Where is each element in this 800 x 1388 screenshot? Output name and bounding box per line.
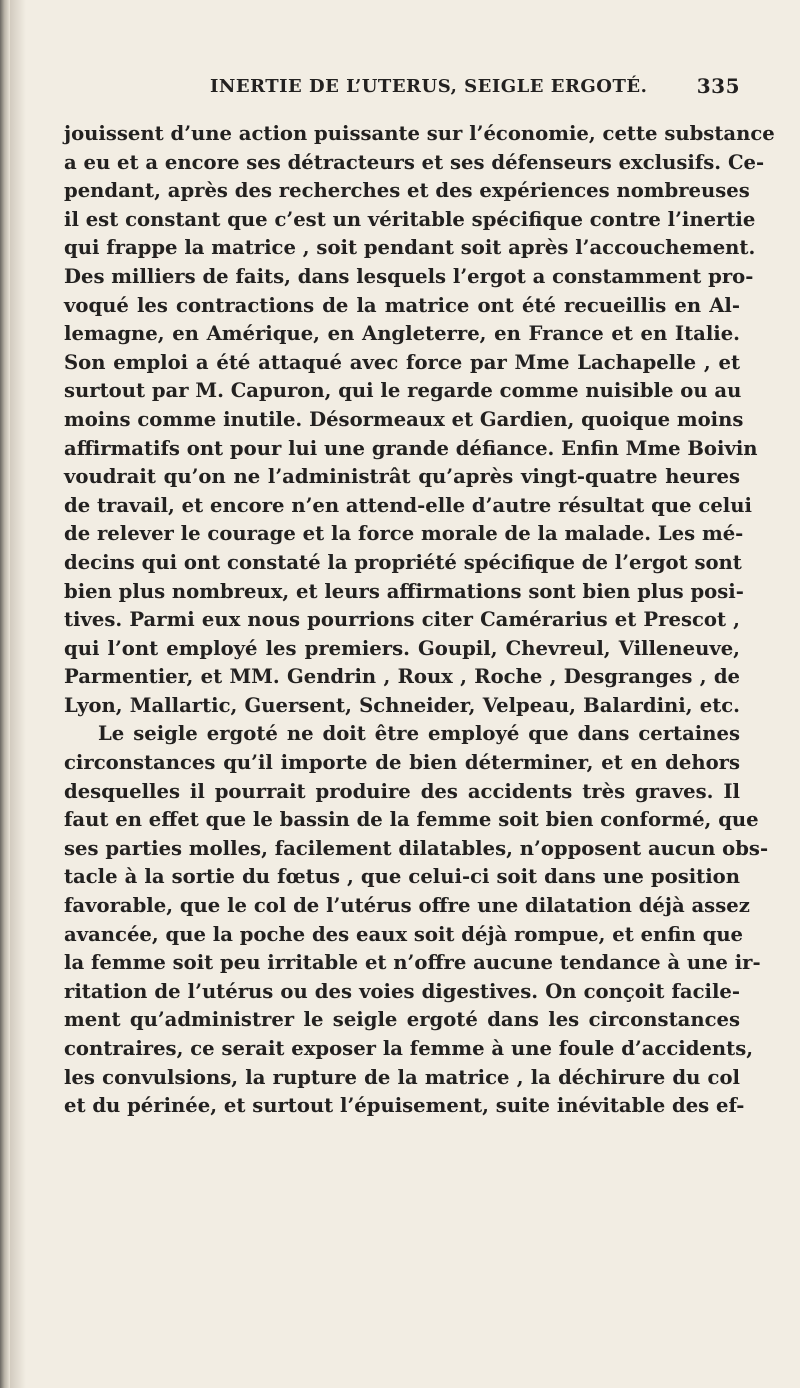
text-line: et du périnée, et surtout l’épuisement, suite inévitable des ef- [64, 1094, 745, 1118]
text-line: avancée, que la poche des eaux soit déjà rompue, et enfin que [64, 922, 744, 946]
page-number: 335 [696, 74, 740, 98]
gutter-shadow [10, 0, 26, 1388]
text-line: favorable, que le col de l’utérus offre une dilatation déjà assez [64, 894, 750, 918]
body-text [64, 120, 775, 1121]
text-line: moins comme inutile. Désormeaux et Gardien, quoique moins [64, 407, 744, 431]
text-line: bien plus nombreux, et leurs affirmations sont bien plus posi- [64, 579, 744, 603]
text-line: de travail, et encore n’en attend-elle d’autre résultat que celui [64, 493, 752, 517]
text-line: de relever le courage et la force morale de la malade. Les mé- [64, 522, 744, 546]
paragraph [64, 720, 769, 1120]
text-line: ses parties molles, facilement dilatables, n’opposent aucun obs- [64, 836, 769, 860]
text-line: faut en effet que le bassin de la femme soit bien conformé, que [64, 808, 759, 832]
text-line: voqué les contractions de la matrice ont été recueillis en Al- [64, 293, 740, 317]
text-line: affirmatifs ont pour lui une grande défiance. Enfin Mme Boivin [64, 436, 758, 460]
text-line: tacle à la sortie du fœtus , que celui-ci soit dans une position [64, 865, 740, 889]
text-line: voudrait qu’on ne l’administrât qu’après vingt-quatre heures [64, 465, 740, 489]
text-line: ritation de l’utérus ou des voies digestives. On conçoit facile- [64, 979, 740, 1003]
book-binding-edge [0, 0, 10, 1388]
running-title: INERTIE DE L’UTERUS, SEIGLE ERGOTÉ. [210, 76, 648, 97]
text-line: decins qui ont constaté la propriété spécifique de l’ergot sont [64, 550, 742, 574]
text-line: Lyon, Mallartic, Guersent, Schneider, Velpeau, Balardini, etc. [64, 693, 740, 717]
text-line: qui frappe la matrice , soit pendant soit après l’accouchement. [64, 236, 756, 260]
text-line: surtout par M. Capuron, qui le regarde comme nuisible ou au [64, 379, 742, 403]
text-line: contraires, ce serait exposer la femme à une foule d’accidents, [64, 1037, 754, 1060]
paragraph [64, 120, 775, 720]
text-line: Parmentier, et MM. Gendrin , Roux , Roche , Desgranges , de [64, 665, 740, 689]
text-line: qui l’ont employé les premiers. Goupil, Chevreul, Villeneuve, [64, 636, 740, 660]
text-line: il est constant que c’est un véritable spécifique contre l’inertie [64, 207, 756, 231]
text-line: Le seigle ergoté ne doit être employé que dans certaines [98, 722, 740, 746]
text-line: tives. Parmi eux nous pourrions citer Camérarius et Prescot , [64, 608, 740, 632]
text-line: jouissent d’une action puissante sur l’économie, cette substance [64, 122, 775, 145]
text-line: ment qu’administrer le seigle ergoté dans les circonstances [64, 1008, 740, 1032]
text-line: Son emploi a été attaqué avec force par Mme Lachapelle , et [64, 350, 740, 374]
text-line: a eu et a encore ses détracteurs et ses défenseurs exclusifs. Ce- [64, 150, 765, 174]
book-page [64, 72, 775, 1121]
text-line: pendant, après des recherches et des expériences nombreuses [64, 179, 750, 203]
text-line: la femme soit peu irritable et n’offre aucune tendance à une ir- [64, 951, 761, 975]
text-line: les convulsions, la rupture de la matrice , la déchirure du col [64, 1065, 740, 1089]
running-head [64, 72, 740, 102]
text-line: Des milliers de faits, dans lesquels l’ergot a constamment pro- [64, 264, 754, 288]
text-line: circonstances qu’il importe de bien déterminer, et en dehors [64, 751, 740, 775]
text-line: lemagne, en Amérique, en Angleterre, en France et en Italie. [64, 322, 740, 346]
text-line: desquelles il pourrait produire des accidents très graves. Il [64, 779, 740, 803]
